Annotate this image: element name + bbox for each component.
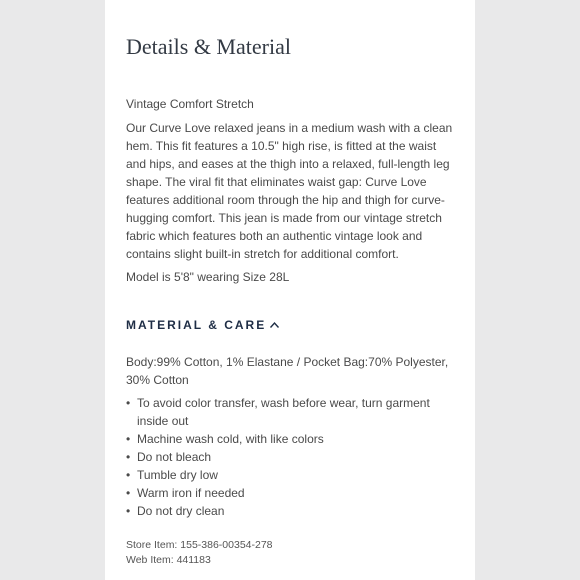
care-instruction: Tumble dry low bbox=[137, 468, 218, 482]
bullet-icon: • bbox=[126, 450, 131, 464]
product-description: Our Curve Love relaxed jeans in a medium wash with a clean hem. This fit features a 10.5" high rise, is fitted at the waist and hips, and eases at the thigh into a relaxed, full-length leg shape. The viral fit that eliminates waist gap: Curve Love features additional room through the hip and thigh for curve-hugging comfort. This jean is made from our vintage stretch fabric which features both an authentic vintage look and contains slight built-in stretch for additional comfort. bbox=[126, 121, 453, 261]
list-item bbox=[126, 394, 438, 430]
list-item bbox=[126, 466, 438, 484]
bullet-icon: • bbox=[126, 396, 131, 410]
item-numbers bbox=[126, 538, 273, 568]
care-instruction: Machine wash cold, with like colors bbox=[137, 432, 324, 446]
list-item bbox=[126, 484, 438, 502]
web-item-number: Web Item: 441183 bbox=[126, 554, 211, 566]
bullet-icon: • bbox=[126, 432, 131, 446]
fabric-composition: Body:99% Cotton, 1% Elastane / Pocket Bag:70% Polyester, 30% Cotton bbox=[126, 355, 449, 387]
bullet-icon: • bbox=[126, 468, 131, 482]
care-instructions-list bbox=[126, 394, 438, 520]
care-instruction: To avoid color transfer, wash before wear, turn garment inside out bbox=[137, 396, 430, 428]
care-instruction: Do not dry clean bbox=[137, 504, 225, 518]
bullet-icon: • bbox=[126, 486, 131, 500]
store-item-number: Store Item: 155-386-00354-278 bbox=[126, 539, 273, 551]
list-item bbox=[126, 502, 438, 520]
bullet-icon: • bbox=[126, 504, 131, 518]
page-title: Details & Material bbox=[126, 34, 291, 59]
list-item bbox=[126, 430, 438, 448]
care-instruction: Do not bleach bbox=[137, 450, 212, 464]
material-care-toggle[interactable] bbox=[126, 316, 280, 334]
list-item bbox=[126, 448, 438, 466]
material-care-header: MATERIAL & CARE bbox=[126, 318, 267, 332]
chevron-up-icon bbox=[269, 321, 280, 329]
model-info: Model is 5'8" wearing Size 28L bbox=[126, 270, 290, 284]
care-instruction: Warm iron if needed bbox=[137, 486, 245, 500]
fabric-subtitle: Vintage Comfort Stretch bbox=[126, 97, 254, 111]
product-details-panel bbox=[105, 0, 475, 580]
